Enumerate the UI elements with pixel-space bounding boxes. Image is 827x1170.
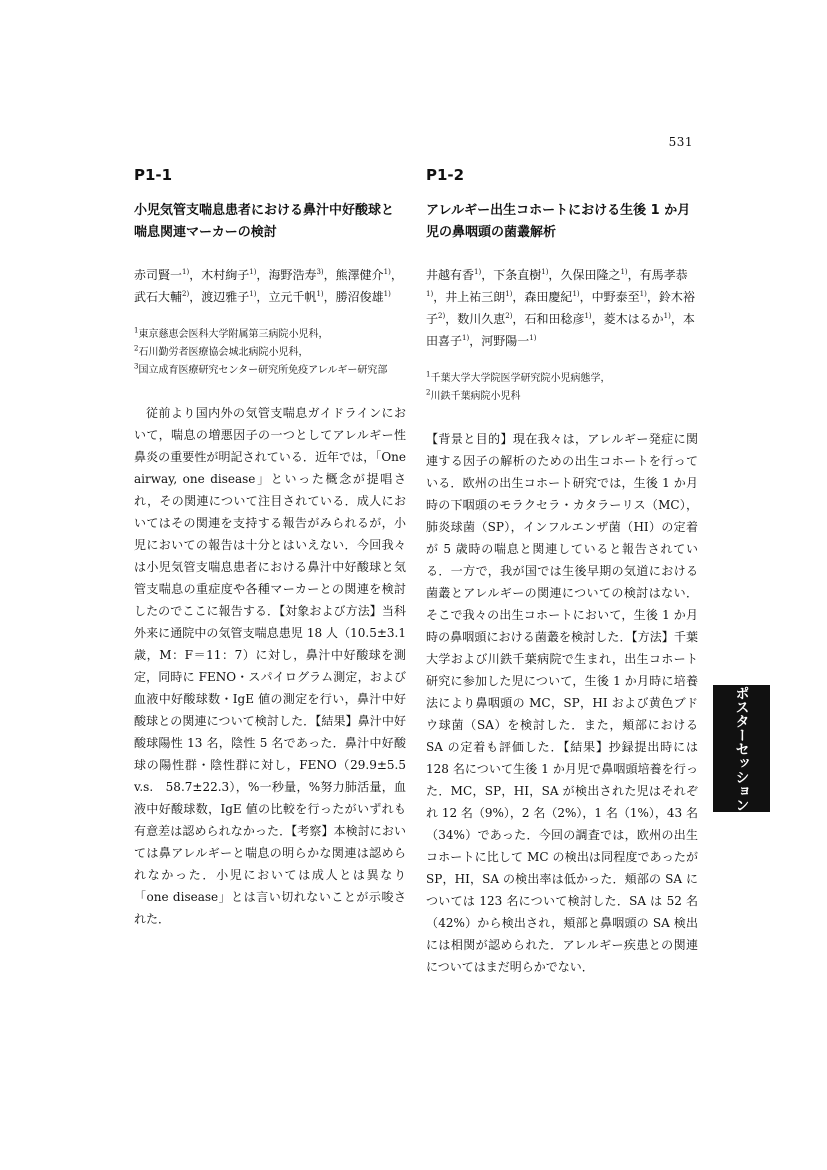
author-name: 河野陽一 — [481, 334, 530, 348]
affiliation — [426, 370, 698, 388]
author — [592, 290, 659, 304]
author-name: 数川久恵 — [457, 312, 506, 326]
author-separator: ， — [512, 290, 525, 304]
author-name: 海野浩寿 — [268, 268, 317, 282]
affiliation-number: 1 — [426, 370, 431, 379]
author-separator: ， — [433, 290, 446, 304]
author-separator: ， — [189, 290, 202, 304]
author-name: 武石大輔 — [134, 290, 183, 304]
abstract-title: 小児気管支喘息患者における鼻汁中好酸球と喘息関連マーカーの検討 — [134, 203, 395, 240]
author-name: 久保田隆之 — [560, 268, 621, 282]
author — [336, 268, 403, 282]
author-affiliation-mark: 1) — [620, 268, 628, 276]
abstract-title: アレルギー出生コホートにおける生後 1 か月児の鼻咽頭の菌叢解析 — [426, 203, 691, 240]
author — [268, 290, 335, 304]
affiliation-text: 千葉大学大学院医学研究院小児病態学， — [430, 373, 611, 384]
author-name: 中野泰至 — [591, 290, 640, 304]
affiliation-text: 東京慈恵会医科大学附属第三病院小児科， — [138, 329, 329, 340]
author-separator: ， — [323, 268, 336, 282]
author-affiliation-mark: 1) — [663, 312, 671, 320]
author-separator: ， — [579, 290, 592, 304]
affiliation-number: 1 — [134, 326, 139, 335]
author-separator: ， — [670, 312, 683, 326]
author-affiliation-mark: 1) — [474, 268, 482, 276]
author-separator: ， — [189, 268, 202, 282]
affiliation — [426, 388, 698, 406]
affiliation-text: 石川勤労者医療協会城北病院小児科， — [138, 347, 309, 358]
author-name: 赤司賢一 — [134, 268, 183, 282]
author-affiliation-mark: 1) — [505, 290, 513, 298]
author — [560, 268, 639, 282]
author-name: 森田慶紀 — [524, 290, 573, 304]
author-name: 木村絢子 — [201, 268, 250, 282]
author-affiliation-mark: 3) — [316, 268, 324, 276]
author — [524, 312, 603, 326]
author-affiliation-mark: 1) — [383, 290, 391, 298]
affiliation-number: 3 — [134, 362, 139, 371]
author-affiliation-mark: 1) — [541, 268, 549, 276]
abstract-body: 従前より国内外の気管支喘息ガイドラインにおいて，喘息の増悪因子の一つとしてアレルギー性鼻炎の重要性が明記されている．近年では，「One airway, one disease」といった概念が提唱され，その関連について注目されている．成人においてはその関連を支持する報告がみられるが，小児においての報告は十分とはいえない．今回我々は小児気管支喘息患者における鼻汁中好酸球と気管支喘息の重症度や各種マーカーとの関連を検討したのでここに報告する．【対象および方法】当科外来に通院中の気管支喘息患児 18 人（10.5±3.1 歳，M：F＝11：7）に対し，鼻汁中好酸球を測定，同時に FENO・スパイログラム測定，および血液中好酸球数・IgE 値の測定を行い，鼻汁中好酸球との関連について検討した．【結果】鼻汁中好酸球陽性 13 名，陰性 5 名であった．鼻汁中好酸球の陽性群・陰性群に対し，FENO（29.9±5.5 v.s. 58.7±22.3），%一秒量，%努力肺活量，血液中好酸球数，IgE 値の比較を行ったがいずれも有意差は認められなかった．【考察】本検討においては鼻アレルギーと喘息の明らかな関連は認められなかった．小児においては成人とは異なり「one disease」とは言い切れないことが示唆された． — [134, 406, 419, 926]
author-separator: ， — [256, 268, 269, 282]
author-name: 石和田稔彦 — [524, 312, 585, 326]
author-affiliation-mark: 2) — [182, 290, 190, 298]
affiliation-list — [134, 326, 406, 380]
affiliation-number: 2 — [134, 344, 139, 353]
author-affiliation-mark: 1) — [182, 268, 190, 276]
author — [426, 268, 493, 282]
affiliation — [134, 344, 406, 362]
author-separator: ， — [481, 268, 494, 282]
author-separator: ， — [591, 312, 604, 326]
author-affiliation-mark: 1) — [316, 290, 324, 298]
author-separator: ， — [445, 312, 458, 326]
author-list — [134, 264, 406, 308]
section-tab: ポスターセッション — [713, 685, 770, 812]
abstract-id: P1-2 — [426, 166, 465, 184]
affiliation — [134, 326, 406, 344]
author-affiliation-mark: 1) — [426, 290, 434, 298]
author-affiliation-mark: 1) — [249, 290, 257, 298]
author-affiliation-mark: 2) — [505, 312, 513, 320]
author-name: 有馬孝恭 — [639, 268, 688, 282]
affiliation-list — [426, 370, 698, 406]
author-affiliation-mark: 1) — [584, 312, 592, 320]
author-name: 勝沼俊雄 — [335, 290, 384, 304]
author-name: 井越有香 — [426, 268, 475, 282]
author — [524, 290, 591, 304]
author-name: 立元千帆 — [268, 290, 317, 304]
author — [604, 312, 683, 326]
author-separator: ， — [390, 268, 403, 282]
author — [445, 290, 524, 304]
affiliation-text: 川鉄千葉病院小児科 — [430, 391, 521, 402]
abstract-id: P1-1 — [134, 166, 173, 184]
author-name: 菱木はるか — [603, 312, 664, 326]
affiliation — [134, 362, 406, 380]
author-name: 本田喜子 — [426, 312, 695, 348]
author-name: 渡辺雅子 — [201, 290, 250, 304]
author-affiliation-mark: 1) — [249, 268, 257, 276]
author — [201, 290, 268, 304]
author-name: 熊澤健介 — [335, 268, 384, 282]
author-name: 井上祐三朗 — [445, 290, 506, 304]
affiliation-text: 国立成育医療研究センター研究所免疫アレルギー研究部 — [138, 365, 388, 376]
author-affiliation-mark: 1) — [529, 334, 537, 342]
author-name: 下条直樹 — [493, 268, 542, 282]
author — [481, 334, 536, 348]
author-separator: ， — [256, 290, 269, 304]
author-affiliation-mark: 2) — [438, 312, 446, 320]
author — [336, 290, 391, 304]
author-affiliation-mark: 1) — [462, 334, 470, 342]
abstract-body: 【背景と目的】現在我々は，アレルギー発症に関連する因子の解析のための出生コホートを行っている．欧州の出生コホート研究では，生後 1 か月時の下咽頭のモラクセラ・カタラーリス（MC），肺炎球菌（SP），インフルエンザ菌（HI）の定着が 5 歳時の喘息と関連していると報告されている．一方で，我が国では生後早期の気道における菌叢とアレルギーの関連についての検討はない．そこで我々の出生コホートにおいて，生後 1 か月時の鼻咽頭における菌叢を検討した．【方法】千葉大学および川鉄千葉病院で生まれ，出生コホート研究に参加した児について，生後 1 か月時に培養法により鼻咽頭の MC，SP，HI および黄色ブドウ球菌（SA）を検討した．また，頬部における SA の定着も評価した．【結果】抄録提出時には 128 名について生後 1 か月児で鼻咽頭培養を行った．MC，SP，HI，SA が検出された児はそれぞれ 12 名（9%），2 名（2%），1 名（1%），43 名（34%）であった．今回の調査では，欧州の出生コホートに比して MC の検出は同程度であったが SP，HI，SA の検出率は低かった．頬部の SA については 123 名について検討した．SA は 52 名（42%）から検出され，頬部と鼻咽頭の SA 検出には相関が認められた．アレルギー疾患との関連についてはまだ明らかでない． — [426, 432, 698, 974]
author-name: 鈴木裕子 — [426, 290, 695, 326]
author — [201, 268, 268, 282]
page-number: 531 — [668, 135, 693, 149]
author-affiliation-mark: 1) — [383, 268, 391, 276]
abstract-p1-2 — [426, 166, 698, 978]
author-affiliation-mark: 1) — [572, 290, 580, 298]
author-separator: ， — [323, 290, 336, 304]
author — [134, 268, 201, 282]
author-separator: ， — [512, 312, 525, 326]
affiliation-number: 2 — [426, 388, 431, 397]
author — [457, 312, 524, 326]
author-affiliation-mark: 1) — [639, 290, 647, 298]
author-separator: ， — [627, 268, 640, 282]
author — [134, 290, 201, 304]
author-separator: ， — [548, 268, 561, 282]
abstract-p1-1 — [134, 166, 419, 930]
author-list — [426, 264, 698, 352]
author-separator: ， — [646, 290, 659, 304]
author — [493, 268, 560, 282]
author-separator: ， — [469, 334, 482, 348]
author — [268, 268, 335, 282]
